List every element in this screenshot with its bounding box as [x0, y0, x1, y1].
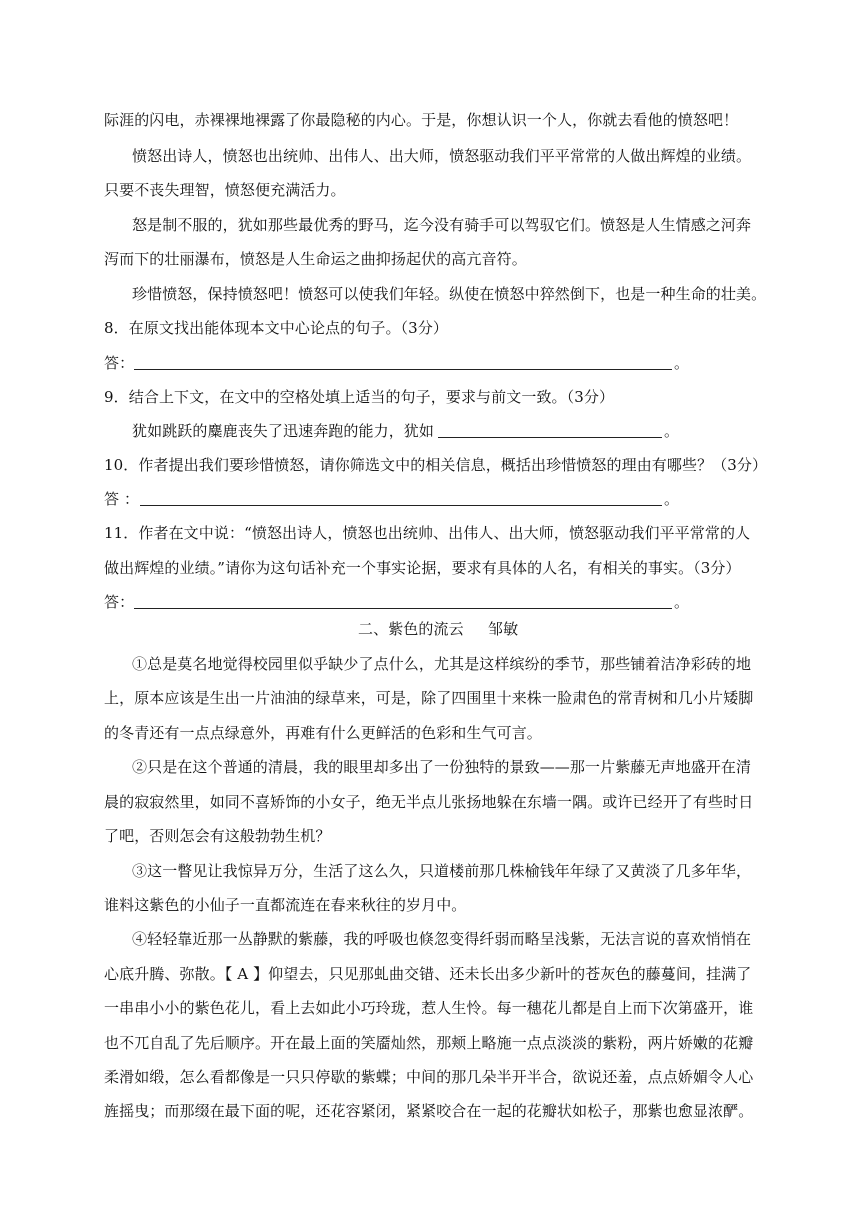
question-11-line1: 11．作者在文中说：“愤怒出诗人，愤怒也出统帅、出伟人、出大师，愤怒驱动我们平平常常的人	[104, 524, 751, 542]
passage-line: 一串串小小的紫色花儿，看上去如此小巧玲珑，惹人生怜。每一穗花儿都是自上而下次第盛开，谁	[104, 999, 754, 1017]
fill-blank-9[interactable]	[438, 437, 662, 438]
passage-line: 的冬青还有一点点绿意外，再难有什么更鲜活的色彩和生气可言。	[104, 724, 542, 742]
section-title: 二、紫色的流云	[358, 620, 464, 638]
passage-line: 谁料这紫色的小仙子一直都流连在春来秋往的岁月中。	[104, 896, 467, 914]
passage-line: 上，原本应该是生出一片油油的绿草来，可是，除了四围里十来株一脸肃色的常青树和几小片矮脚	[104, 689, 754, 707]
answer-end-10: 。	[664, 490, 680, 508]
answer-end-11: 。	[674, 593, 690, 611]
question-9: 9．结合上下文，在文中的空格处填上适当的句子，要求与前文一致。（3分）	[104, 388, 615, 406]
section-author: 邹敏	[488, 620, 519, 638]
passage-line: ④轻轻靠近那一丛静默的紫藤，我的呼吸也倏忽变得纤弱而略呈浅紫，无法言说的喜欢悄悄在	[132, 930, 752, 948]
question-10: 10．作者提出我们要珍惜愤怒，请你筛选文中的相关信息，概括出珍惜愤怒的理由有哪些？（3分）	[104, 456, 768, 474]
passage-line: 泻而下的壮丽瀑布，愤怒是人生命运之曲抑扬起伏的高亢音符。	[104, 250, 527, 268]
answer-label-8: 答：	[104, 354, 135, 372]
answer-label-11: 答：	[104, 593, 135, 611]
answer-blank-11[interactable]	[134, 608, 672, 609]
passage-line: 也不兀自乱了先后顺序。开在最上面的笑靥灿然，那颊上略施一点点淡淡的紫粉，两片娇嫩的花瓣	[104, 1034, 754, 1052]
fill-end-9: 。	[664, 422, 680, 440]
answer-end-8: 。	[674, 354, 690, 372]
passage-line: ①总是莫名地觉得校园里似乎缺少了点什么，尤其是这样缤纷的季节，那些铺着洁净彩砖的地	[132, 655, 752, 673]
passage-line: 柔滑如缎，怎么看都像是一只只停歇的紫蝶；中间的那几朵半开半合，欲说还羞，点点娇媚令人心	[104, 1068, 754, 1086]
passage-line: 珍惜愤怒，保持愤怒吧！愤怒可以使我们年轻。纵使在愤怒中猝然倒下，也是一种生命的壮美。	[132, 285, 767, 303]
answer-label-10: 答 ：	[104, 490, 140, 508]
question-8: 8．在原文找出能体现本文中心论点的句子。（3分）	[104, 319, 448, 337]
passage-line: 了吧，否则怎会有这般勃勃生机？	[104, 827, 331, 845]
question-11-line2: 做出辉煌的业绩。”请你为这句话补充一个事实论据，要求有具体的人名，有相关的事实。（3分）	[104, 559, 741, 577]
passage-line: 怒是制不服的，犹如那些最优秀的野马，迄今没有骑手可以驾驭它们。愤怒是人生情感之河奔	[132, 216, 752, 234]
passage-line: 晨的寂寂然里，如同不喜矫饰的小女子，绝无半点儿张扬地躲在东墙一隅。或许已经开了有些时日	[104, 793, 754, 811]
passage-line: ②只是在这个普通的清晨，我的眼里却多出了一份独特的景致——那一片紫藤无声地盛开在清	[132, 758, 752, 776]
passage-line: 际涯的闪电，赤裸裸地裸露了你最隐秘的内心。于是，你想认识一个人，你就去看他的愤怒吧！	[104, 111, 739, 129]
passage-line: 心底升腾、弥散。【 A 】仰望去，只见那虬曲交错、还未长出多少新叶的苍灰色的藤蔓间，挂满了	[104, 965, 752, 983]
passage-line: 旌摇曳；而那缀在最下面的呢，还花容紧闭，紧紧咬合在一起的花瓣状如松子，那紫也愈显浓酽。	[104, 1102, 754, 1120]
passage-line: 只要不丧失理智，愤怒便充满活力。	[104, 181, 346, 199]
answer-blank-8[interactable]	[134, 369, 672, 370]
passage-line: ③这一瞥见让我惊异万分，生活了这么久，只道楼前那几株榆钱年年绿了又黄淡了几多年华，	[132, 862, 752, 880]
fill-prefix-9: 犹如跳跃的麋鹿丧失了迅速奔跑的能力，犹如	[132, 422, 435, 440]
passage-line: 愤怒出诗人，愤怒也出统帅、出伟人、出大师，愤怒驱动我们平平常常的人做出辉煌的业绩。	[132, 147, 752, 165]
answer-blank-10[interactable]	[140, 505, 662, 506]
